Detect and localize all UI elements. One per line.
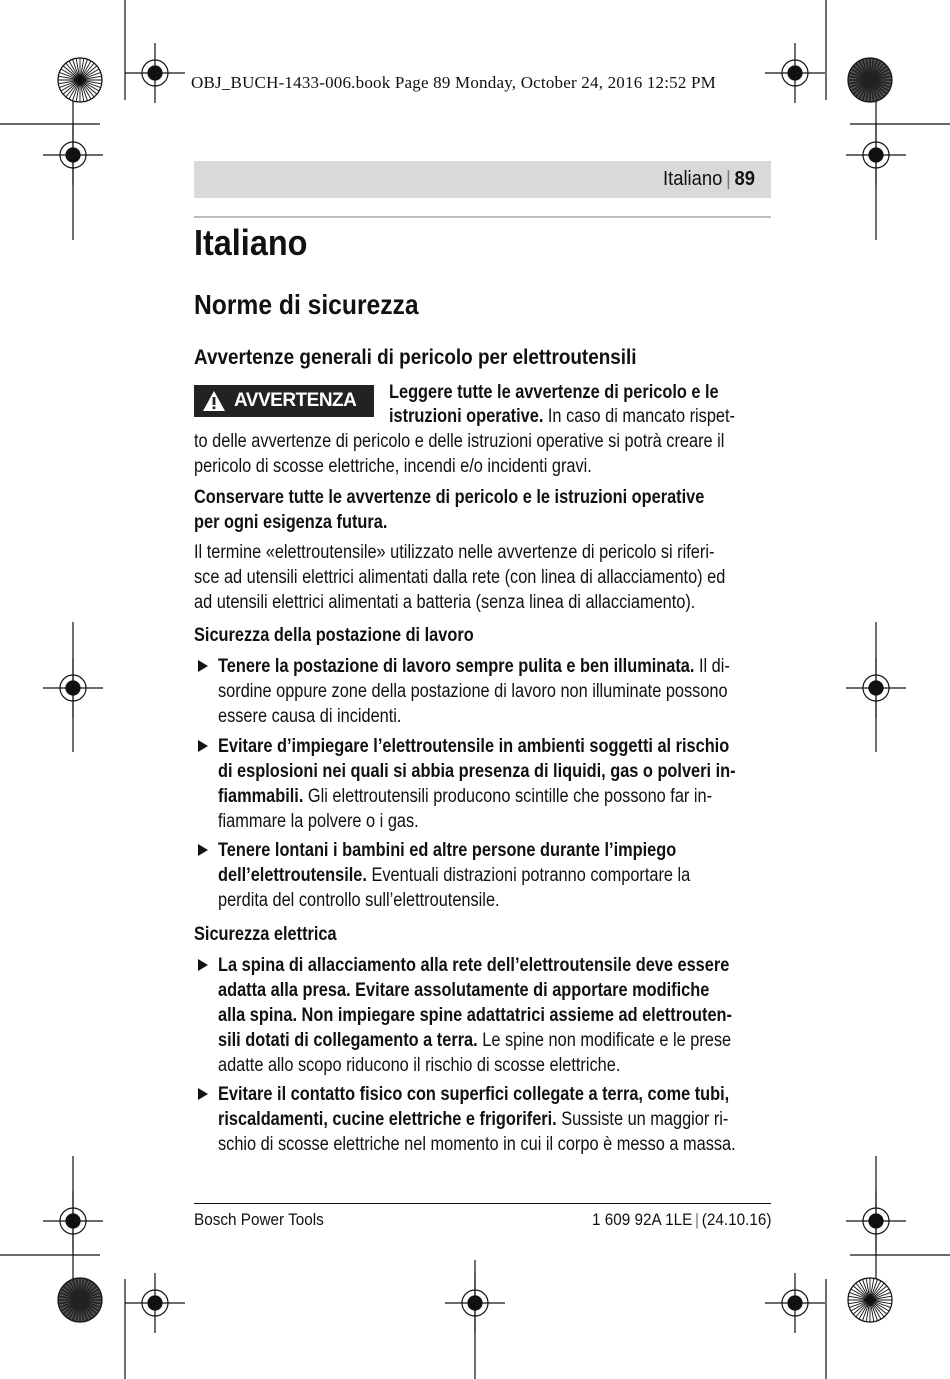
normal-run: perdita del controllo sull’elettroutensile.: [218, 890, 500, 911]
intro-line: [389, 380, 719, 405]
bold-run: alla spina. Non impiegare spine adattatrici assieme ad elettrouten-: [218, 1005, 732, 1026]
bold-run: Tenere la postazione di lavoro sempre pulita e ben illuminata.: [218, 656, 695, 677]
bold-run: Conservare tutte le avvertenze di pericolo e le istruzioni operative: [194, 487, 705, 508]
normal-run: ad utensili elettrici alimentati a batteria (senza linea di allacciamento).: [194, 592, 696, 613]
electrical-item-line: [218, 1003, 732, 1028]
footer-separator: |: [694, 1210, 699, 1229]
page-title: Italiano: [194, 222, 308, 263]
work-area-item-line: [218, 838, 676, 863]
bold-run: Tenere lontani i bambini ed altre persone durante l’impiego: [218, 840, 677, 861]
normal-run: Sussiste un maggior ri-: [556, 1109, 729, 1130]
normal-run: Le spine non modificate e le prese: [477, 1030, 732, 1051]
normal-run: adatte allo scopo riducono il rischio di scosse elettriche.: [218, 1055, 621, 1076]
crosshair-mark: [125, 43, 185, 103]
bullet-arrow-icon: [198, 660, 208, 672]
bold-run: sili dotati di collegamento a terra.: [218, 1030, 478, 1051]
work-area-item-line: [218, 679, 728, 704]
work-area-item-line: [218, 734, 729, 759]
bold-run: istruzioni operative.: [389, 406, 544, 427]
electrical-item-line: [218, 1107, 728, 1132]
bold-run: La spina di allacciamento alla rete dell’elettroutensile deve essere: [218, 955, 730, 976]
normal-run: to delle avvertenze di pericolo e delle istruzioni operative si potrà creare il: [194, 431, 725, 452]
color-rosette-mark: [58, 1278, 102, 1322]
keep-note-line: [194, 510, 387, 535]
crosshair-mark: [765, 1273, 825, 1333]
crosshair-mark: [125, 1273, 185, 1333]
header-rule: [194, 216, 771, 218]
work-area-item-line: [218, 863, 690, 888]
header-language: Italiano: [663, 168, 723, 190]
bullet-arrow-icon: [198, 844, 208, 856]
header-separator: |: [726, 168, 731, 190]
warning-label: AVVERTENZA: [234, 390, 357, 411]
normal-run: Eventuali distrazioni potranno comportare la: [366, 865, 691, 886]
intro-line: [389, 404, 735, 429]
footer-code: [591, 1210, 771, 1230]
intro-line: [194, 429, 724, 454]
electrical-item-line: [218, 978, 709, 1003]
bold-run: di esplosioni nei quali si abbia presenza di liquidi, gas o polveri in-: [218, 761, 736, 782]
electrical-item-line: [218, 1028, 731, 1053]
color-rosette-mark: [848, 58, 892, 102]
color-rosette-mark: [848, 1278, 892, 1322]
definition-line: [194, 540, 714, 565]
work-area-item-line: [218, 784, 712, 809]
footer-date: (24.10.16): [701, 1210, 771, 1229]
normal-run: sce ad utensili elettrici alimentati dalla rete (con linea di allacciamento) ed: [194, 567, 726, 588]
normal-run: In caso di mancato rispet-: [543, 406, 735, 427]
work-area-heading: Sicurezza della postazione di lavoro: [194, 625, 474, 646]
bold-run: fiammabili.: [218, 786, 304, 807]
normal-run: pericolo di scosse elettriche, incendi e/o incidenti gravi.: [194, 456, 592, 477]
normal-run: schio di scosse elettriche nel momento in cui il corpo è messo a massa.: [218, 1134, 736, 1155]
section-title: Norme di sicurezza: [194, 289, 419, 320]
warning-badge: [194, 385, 374, 417]
bold-run: riscaldamenti, cucine elettriche e frigoriferi.: [218, 1109, 557, 1130]
bold-run: Evitare d’impiegare l’elettroutensile in ambienti soggetti al rischio: [218, 736, 730, 757]
footer-code-number: 1 609 92A 1LE: [591, 1210, 692, 1229]
normal-run: essere causa di incidenti.: [218, 706, 402, 727]
work-area-item-line: [218, 654, 730, 679]
work-area-item-line: [218, 759, 736, 784]
intro-line: [194, 454, 592, 479]
bold-run: dell’elettroutensile.: [218, 865, 367, 886]
normal-run: Il di-: [694, 656, 730, 677]
bullet-arrow-icon: [198, 740, 208, 752]
bullet-arrow-icon: [198, 1088, 208, 1100]
bold-run: per ogni esigenza futura.: [194, 512, 388, 533]
bold-run: adatta alla presa. Evitare assolutamente di apportare modifiche: [218, 980, 710, 1001]
normal-run: fiammare la polvere o i gas.: [218, 811, 419, 832]
color-rosette-mark: [58, 58, 102, 102]
footer-publisher: Bosch Power Tools: [194, 1210, 324, 1229]
bold-run: Evitare il contatto fisico con superfici collegate a terra, come tubi,: [218, 1084, 730, 1105]
book-slug-line: OBJ_BUCH-1433-006.book Page 89 Monday, October 24, 2016 12:52 PM: [191, 73, 716, 92]
electrical-item-line: [218, 953, 729, 978]
electrical-item-line: [218, 1082, 729, 1107]
definition-line: [194, 590, 695, 615]
footer-rule: [194, 1203, 771, 1204]
work-area-item-line: [218, 809, 419, 834]
work-area-item-line: [218, 888, 500, 913]
crosshair-mark: [765, 43, 825, 103]
running-header: [663, 168, 755, 191]
normal-run: sordine oppure zone della postazione di lavoro non illuminate possono: [218, 681, 728, 702]
keep-note-line: [194, 485, 704, 510]
normal-run: Il termine «elettroutensile» utilizzato nelle avvertenze di pericolo si riferi-: [194, 542, 715, 563]
electrical-heading: Sicurezza elettrica: [194, 924, 337, 945]
electrical-item-line: [218, 1132, 736, 1157]
definition-line: [194, 565, 725, 590]
bold-run: Leggere tutte le avvertenze di pericolo e le: [389, 382, 719, 403]
warning-triangle-icon: [202, 390, 226, 412]
bullet-arrow-icon: [198, 959, 208, 971]
work-area-item-line: [218, 704, 401, 729]
electrical-item-line: [218, 1053, 620, 1078]
normal-run: Gli elettroutensili producono scintille che possono far in-: [303, 786, 713, 807]
page-number: 89: [734, 168, 755, 190]
subsection-title: Avvertenze generali di pericolo per elettroutensili: [194, 346, 637, 369]
